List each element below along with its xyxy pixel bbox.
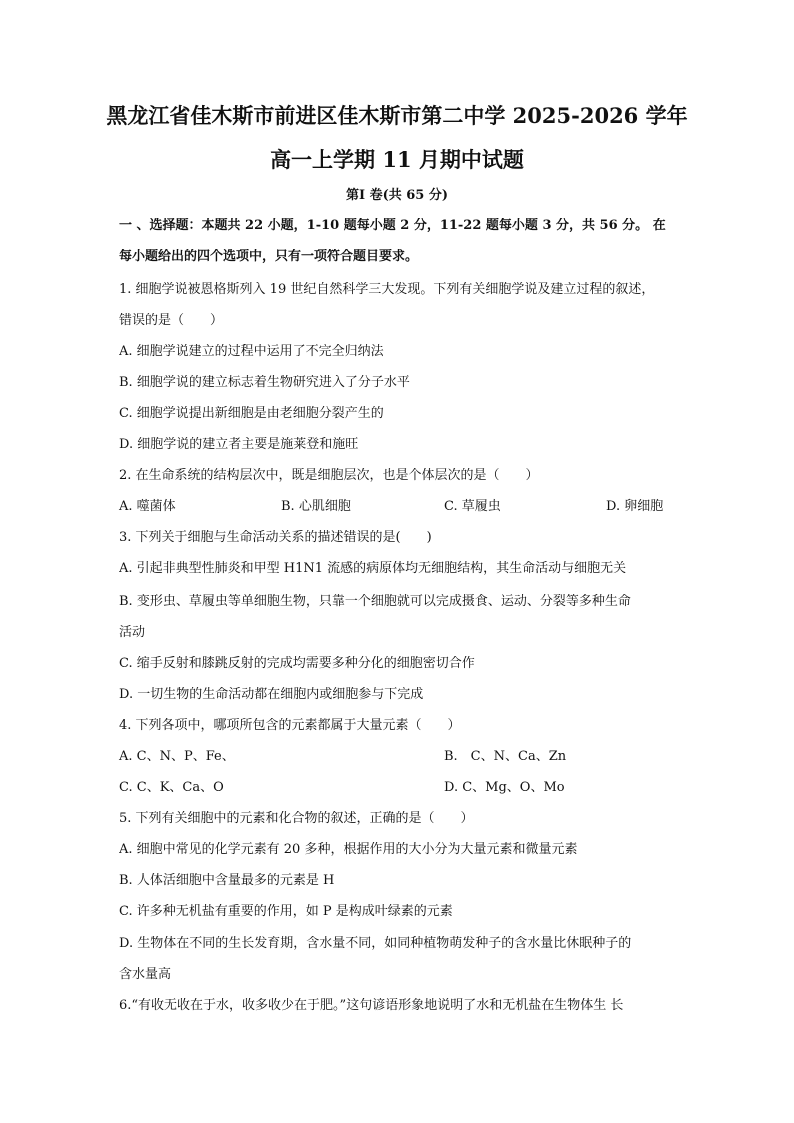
document-title-line-2: 高一上学期 11 月期中试题 [270,147,524,172]
question-4-option-b: B. C、N、Ca、Zn [444,749,567,764]
question-1-stem-line-2: 错误的是（ ） [119,313,224,328]
question-3-option-b: B. 变形虫、草履虫等单细胞生物，只靠一个细胞就可以完成摄食、运动、分裂等多种生命 [119,594,631,609]
question-3-option-b-continued: 活动 [119,625,146,640]
question-1-stem-line-1: 1. 细胞学说被恩格斯列入 19 世纪自然科学三大发现。下列有关细胞学说及建立过程的叙述， [119,282,655,297]
question-2-stem: 2. 在生命系统的结构层次中，既是细胞层次，也是个体层次的是（ ） [119,468,539,483]
question-5-option-c: C. 许多种无机盐有重要的作用，如 P 是构成叶绿素的元素 [119,904,453,919]
question-1-option-c: C. 细胞学说提出新细胞是由老细胞分裂产生的 [119,406,384,421]
question-6-stem: 6.“有收无收在于水，收多收少在于肥。”这句谚语形象地说明了水和无机盐在生物体生 长 [119,998,624,1013]
question-5-option-d: D. 生物体在不同的生长发育期，含水量不同，如同种植物萌发种子的含水量比休眠种子的 [119,936,632,951]
question-3-option-d: D. 一切生物的生命活动都在细胞内或细胞参与下完成 [119,687,424,702]
question-5-option-b: B. 人体活细胞中含量最多的元素是 H [119,873,335,888]
question-3-option-a: A. 引起非典型性肺炎和甲型 H1N1 流感的病原体均无细胞结构，其生命活动与细胞无关 [119,561,627,576]
question-2-option-c: C. 草履虫 [444,499,501,514]
question-1-option-d: D. 细胞学说的建立者主要是施莱登和施旺 [119,437,359,452]
question-4-option-d: D. C、Mg、O、Mo [444,780,565,795]
question-4-stem: 4. 下列各项中，哪项所包含的元素都属于大量元素（ ） [119,718,461,733]
section-heading: 第Ⅰ 卷(共 65 分) [345,188,449,203]
question-4-option-a: A. C、N、P、Fe、 [119,749,235,764]
question-5-stem: 5. 下列有关细胞中的元素和化合物的叙述，正确的是（ ） [119,811,474,826]
question-2-option-a: A. 噬菌体 [119,499,176,514]
question-1-option-b: B. 细胞学说的建立标志着生物研究进入了分子水平 [119,375,410,390]
question-3-option-c: C. 缩手反射和膝跳反射的完成均需要多种分化的细胞密切合作 [119,656,475,671]
document-title-line-1: 黑龙江省佳木斯市前进区佳木斯市第二中学 2025-2026 学年 [106,103,688,128]
question-3-stem: 3. 下列关于细胞与生命活动关系的描述错误的是( ) [119,530,432,545]
question-2-option-b: B. 心肌细胞 [281,499,351,514]
question-4-option-c: C. C、K、Ca、O [119,780,224,795]
question-2-option-d: D. 卵细胞 [606,499,664,514]
instruction-line-1: 一 、选择题：本题共 22 小题，1-10 题每小题 2 分，11-22 题每小题 3 分，共 56 分。 在 [119,218,666,233]
question-1-option-a: A. 细胞学说建立的过程中运用了不完全归纳法 [119,344,384,359]
instruction-line-2: 每小题给出的四个选项中，只有一项符合题目要求。 [119,249,419,264]
question-5-option-d-continued: 含水量高 [119,967,172,982]
question-5-option-a: A. 细胞中常见的化学元素有 20 多种，根据作用的大小分为大量元素和微量元素 [119,842,578,857]
